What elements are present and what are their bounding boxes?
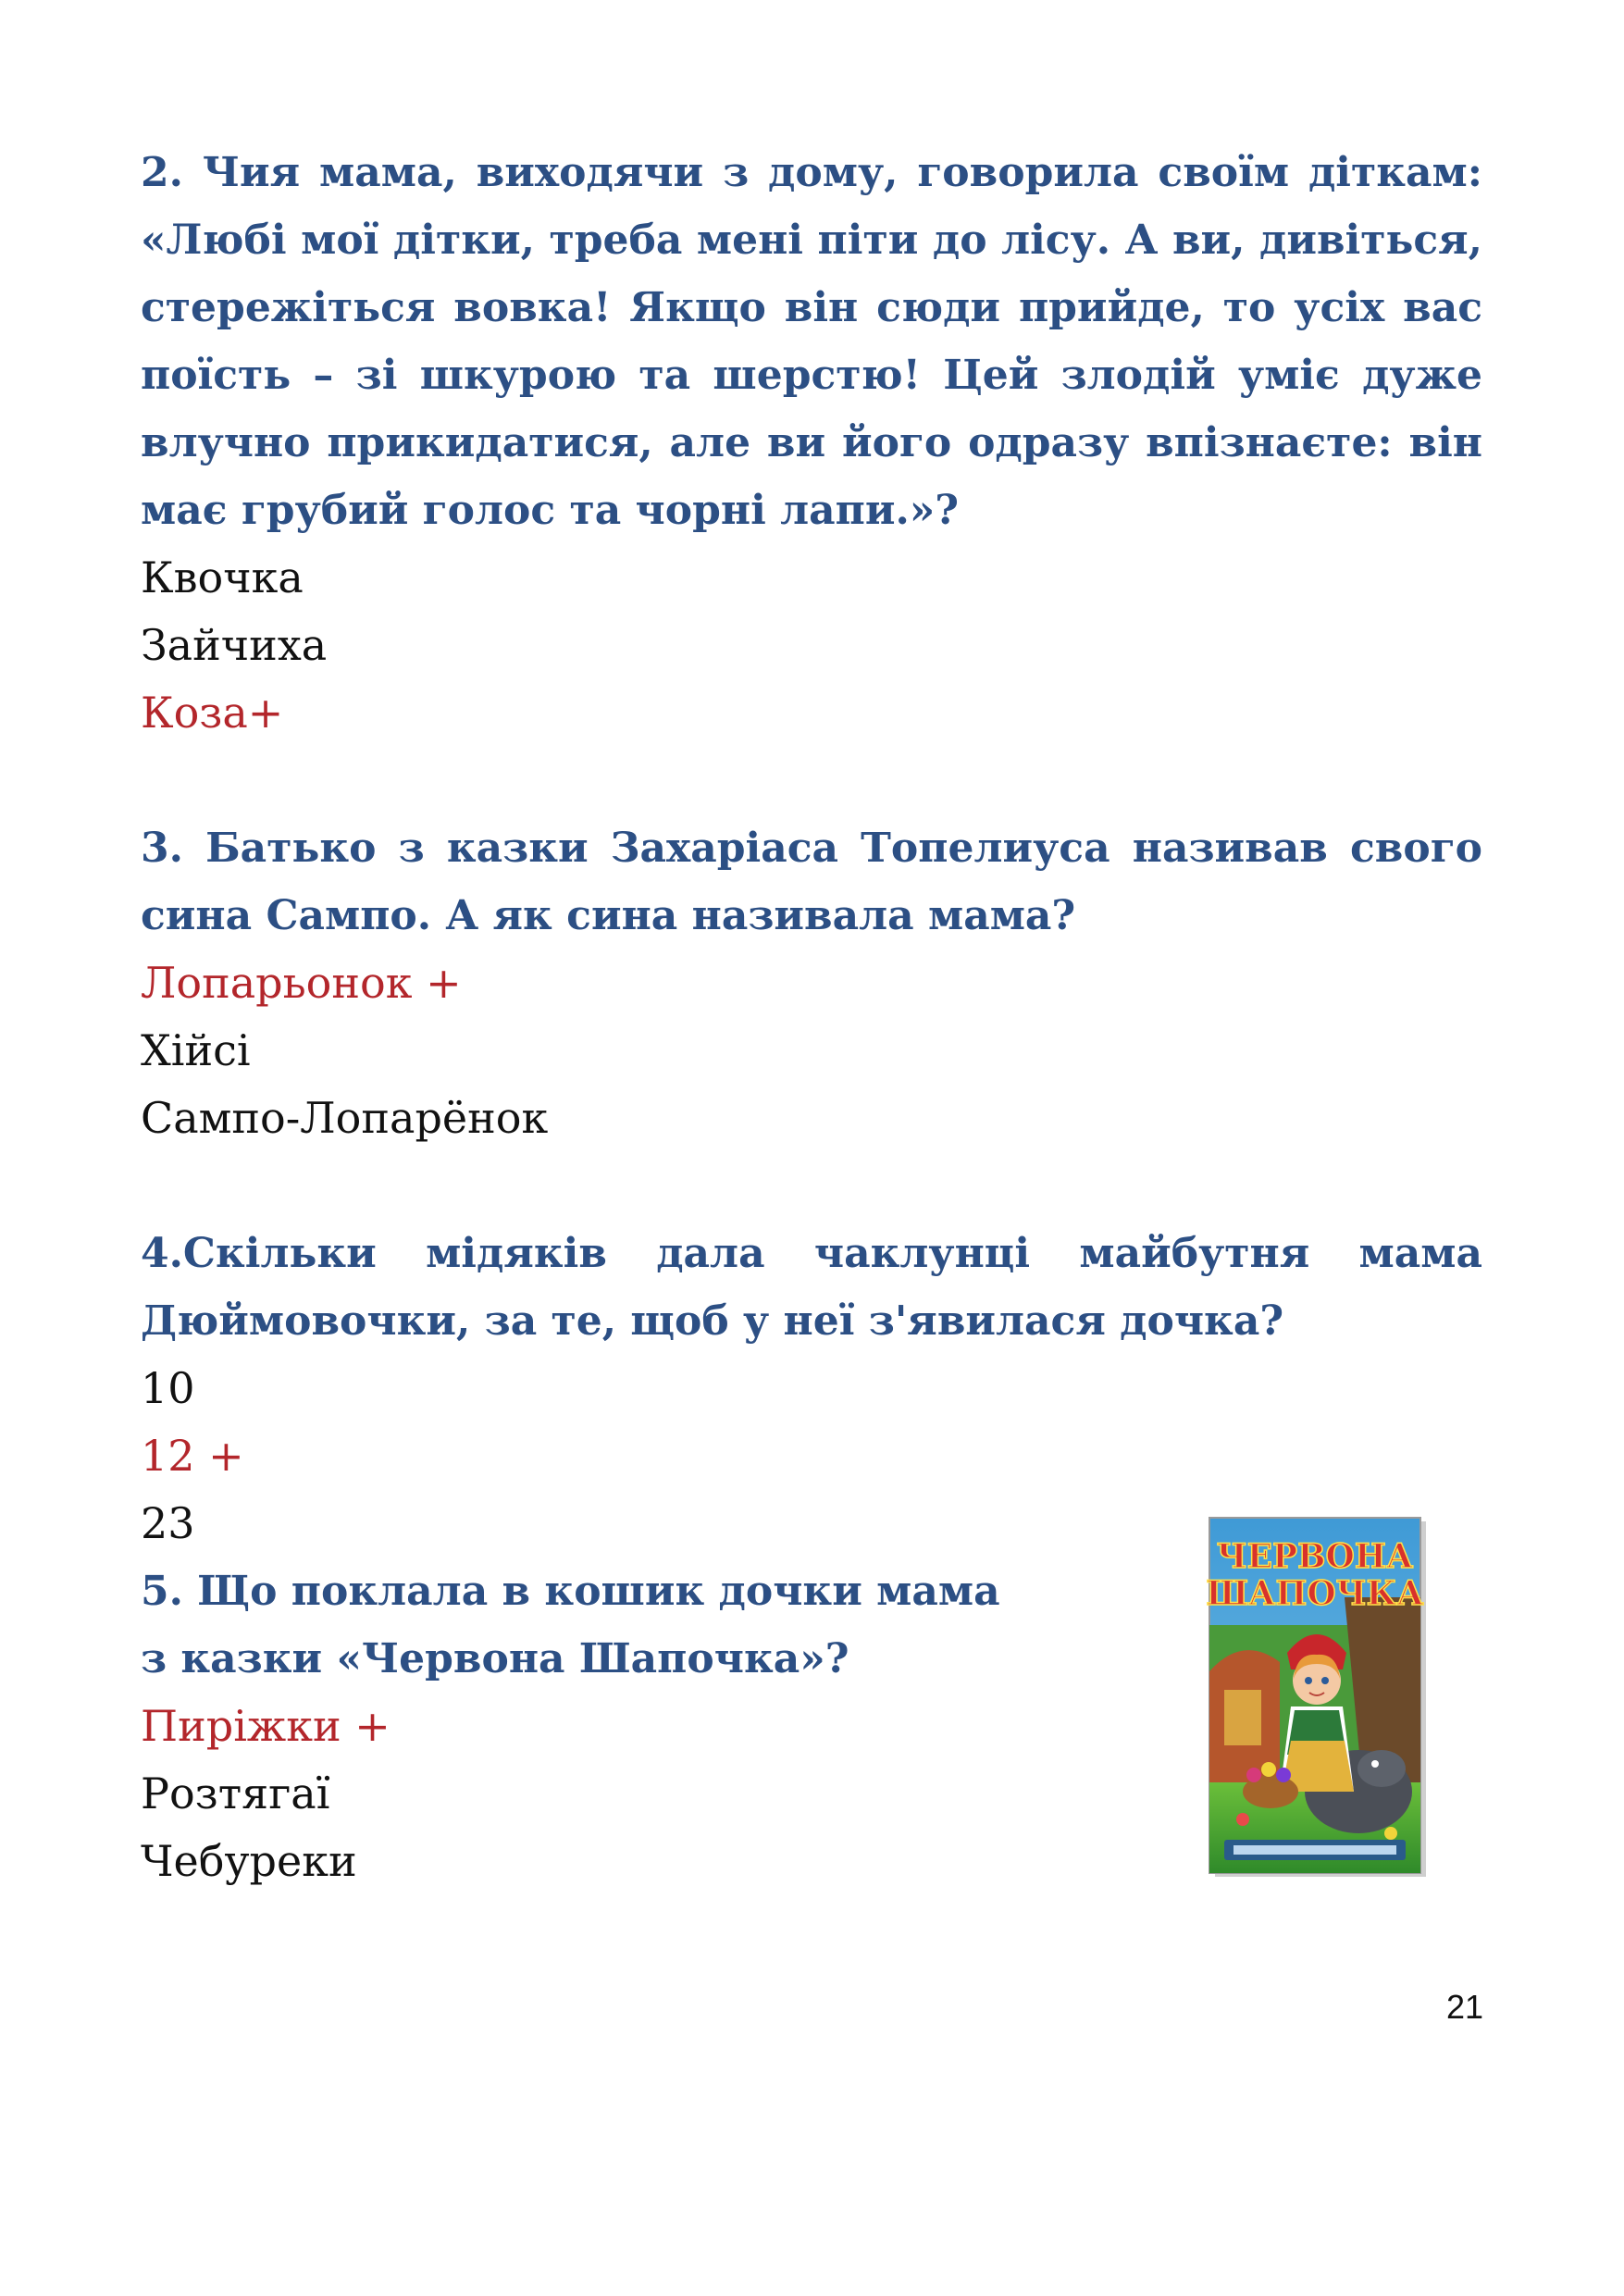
question-5: 5. Що поклала в кошик дочки мама з казки «Червона Шапочка»? — [141, 1568, 1000, 1682]
book-cover-image — [1206, 1514, 1428, 1884]
answer-5-1-correct: Пиріжки + — [141, 1701, 391, 1751]
question-3: 3. Батько з казки Захаріаса Топелиуса називав свого сина Сампо. А як сина називала мама? — [141, 825, 1482, 939]
answer-4-3: 23 — [141, 1498, 195, 1548]
answer-4-1: 10 — [141, 1363, 195, 1413]
answer-5-3: Чебуреки — [141, 1836, 357, 1886]
answer-2-1: Квочка — [141, 552, 304, 602]
book-title-line2: ШАПОЧКА — [1206, 1574, 1424, 1613]
book-title-line1: ЧЕРВОНА — [1216, 1537, 1414, 1576]
answer-3-1-correct: Лопарьонок + — [141, 958, 462, 1008]
answer-3-3: Сампо-Лопарёнок — [141, 1093, 549, 1143]
answer-3-2: Хійсі — [141, 1025, 251, 1075]
question-4: 4.Скільки мідяків дала чаклунці майбутня мама Дюймовочки, за те, щоб у неї з'явилася дочка? — [141, 1230, 1482, 1345]
answer-5-2: Розтягаї — [141, 1769, 330, 1818]
answer-2-3-correct: Коза+ — [141, 688, 284, 738]
page-number: 21 — [1445, 1988, 1483, 2026]
answer-4-2-correct: 12 + — [141, 1431, 244, 1481]
answer-2-2: Зайчиха — [141, 620, 328, 670]
question-2: 2. Чия мама, виходячи з дому, говорила своїм діткам: «Любі мої дітки, треба мені піти до лісу. А ви, дивіться, стережіться вовка! Якщо він сюди прийде, то усіх вас поїсть – зі шкурою та шерстю! Цей злодій уміє дуже влучно прикидатися, але ви його одразу впізнаєте: він має грубий голос та чорні лапи.»? — [141, 149, 1482, 534]
